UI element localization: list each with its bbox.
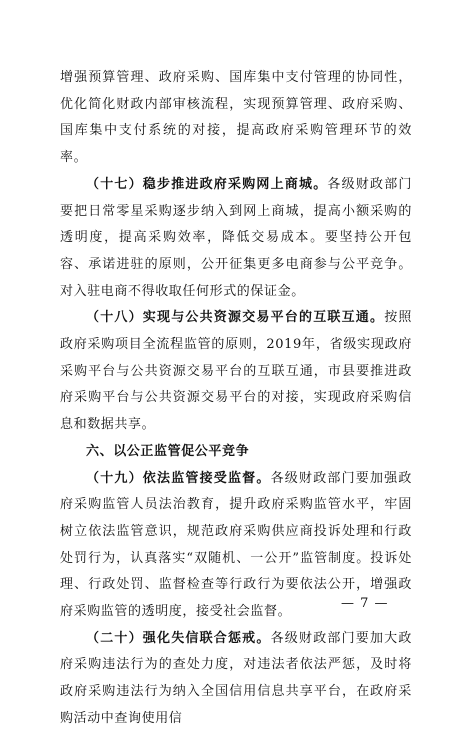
paragraph-lead: （二十）强化失信联合惩戒。	[86, 630, 271, 646]
paragraph-lead: （十七）稳步推进政府采购网上商城。	[86, 176, 328, 192]
paragraph-text: 各级财政部门要加强政府采购监管人员法治教育，提升政府采购监管水平，牢固树立依法监管意识，规范政府采购供应商投诉处理和行政处罚行为，认真落实“双随机、一公开”监管制度。投诉处理、行政处罚、监督检查等行政行为要依法公开，增强政府采购监管的透明度，接受社会监督。	[60, 470, 412, 620]
paragraph-lead: （十九）依法监管接受监督。	[86, 470, 271, 486]
paragraph-continuation	[60, 65, 412, 172]
paragraph-item-20	[60, 626, 412, 733]
paragraph-item-18	[60, 305, 412, 439]
page-number: — 7 —	[341, 596, 389, 611]
paragraph-text: 各级财政部门要把日常零星采购逐步纳入到网上商城，提高小额采购的透明度，提高采购效率，降低交易成本。要坚持公开包容、承诺进驻的原则，公开征集更多电商参与公平竞争。对入驻电商不得收取任何形式的保证金。	[60, 176, 412, 299]
body-text	[60, 65, 412, 733]
paragraph-lead: （十八）实现与公共资源交易平台的互联互通。	[86, 310, 385, 326]
section-heading: 六、以公正监管促公平竞争	[86, 443, 250, 459]
paragraph-item-17	[60, 172, 412, 306]
paragraph-text: 各级财政部门要加大政府采购违法行为的查处力度，对违法者依法严惩，及时将政府采购违法行为纳入全国信用信息共享平台，在政府采购活动中查询使用信	[60, 630, 412, 726]
paragraph-text: 增强预算管理、政府采购、国库集中支付管理的协同性，优化简化财政内部审核流程，实现预算管理、政府采购、国库集中支付系统的对接，提高政府采购管理环节的效率。	[60, 70, 412, 166]
paragraph-text: 按照政府采购项目全流程监管的原则，2019年，省级实现政府采购平台与公共资源交易平台的互联互通，市县要推进政府采购平台与公共资源交易平台的对接，实现政府采购信息和数据共享。	[60, 310, 413, 433]
